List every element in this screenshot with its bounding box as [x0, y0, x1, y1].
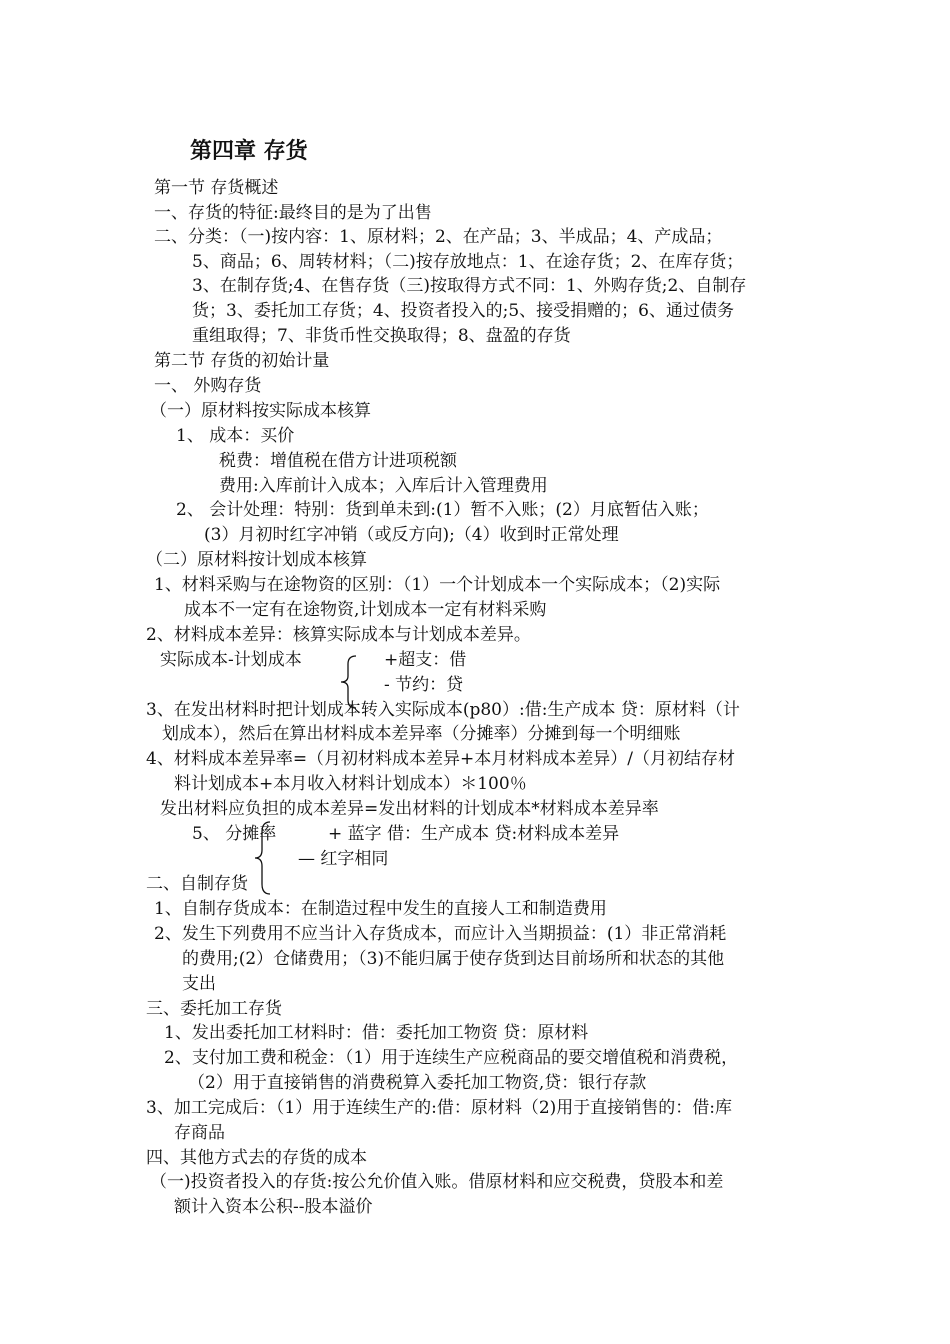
text-line: +超支：借: [384, 650, 467, 670]
text-line: 发出材料应负担的成本差异=发出材料的计划成本*材料成本差异率: [160, 799, 659, 819]
text-line: 2、发生下列费用不应当计入存货成本，而应计入当期损益：(1）非正常消耗: [154, 924, 727, 944]
text-line: 3、在制存货;4、在售存货（三)按取得方式不同：1、外购存货;2、自制存: [192, 276, 747, 296]
text-line: 3、在发出材料时把计划成本转入实际成本(p80）:借:生产成本 贷：原材料（计: [146, 700, 740, 720]
text-line: 料计划成本+本月收入材料计划成本）＊100％: [174, 774, 527, 794]
text-line: 额计入资本公积--股本溢价: [174, 1197, 373, 1217]
text-line: 费用:入库前计入成本；入库后计入管理费用: [219, 476, 548, 496]
text-line: 1、材料采购与在途物资的区别：（1）一个计划成本一个实际成本；（2)实际: [154, 575, 721, 595]
text-line: 5、商品；6、周转材料；（二)按存放地点：1、在途存货；2、在库存货；: [192, 252, 744, 272]
text-line: - 节约：贷: [384, 675, 464, 695]
text-line: 5、 分摊率: [192, 824, 277, 844]
text-line: （二）原材料按计划成本核算: [146, 550, 367, 570]
text-line: 的费用;(2）仓储费用；（3)不能归属于使存货到达目前场所和状态的其他: [182, 949, 725, 969]
text-line: 2、材料成本差异：核算实际成本与计划成本差异。: [146, 625, 531, 645]
text-line: 实际成本-计划成本: [160, 650, 302, 670]
text-line: 支出: [182, 974, 216, 994]
text-line: 1、 成本：买价: [176, 426, 295, 446]
section-heading: 四、其他方式去的存货的成本: [146, 1148, 367, 1168]
text-line: + 蓝字 借：生产成本 贷:材料成本差异: [328, 824, 620, 844]
text-line: 3、加工完成后：（1）用于连续生产的:借：原材料（2)用于直接销售的：借:库: [146, 1098, 733, 1118]
text-line: 存商品: [174, 1123, 225, 1143]
brace-icon: [252, 820, 276, 896]
text-line: 税费：增值税在借方计进项税额: [219, 451, 457, 471]
text-line: 成本不一定有在途物资,计划成本一定有材料采购: [184, 600, 547, 620]
text-line: 2、支付加工费和税金：（1）用于连续生产应税商品的要交增值税和消费税，: [164, 1048, 739, 1068]
text-line: — 红字相同: [298, 849, 389, 869]
text-line: 二、分类：（一)按内容：1、原材料；2、在产品；3、半成品；4、产成品；: [154, 227, 723, 247]
text-line: （一）原材料按实际成本核算: [150, 401, 371, 421]
text-line: 划成本），然后在算出材料成本差异率（分摊率）分摊到每一个明细账: [162, 724, 681, 744]
section-heading: 三、委托加工存货: [146, 999, 282, 1019]
text-line: 货；3、委托加工存货；4、投资者投入的;5、接受捐赠的；6、通过债务: [192, 301, 734, 321]
text-line: 一、 外购存货: [154, 376, 262, 396]
text-line: (3）月初时红字冲销（或反方向);（4）收到时正常处理: [204, 525, 619, 545]
text-line: 重组取得；7、非货币性交换取得；8、盘盈的存货: [192, 326, 571, 346]
section-heading: 第二节 存货的初始计量: [154, 351, 330, 371]
text-line: （一)投资者投入的存货:按公允价值入账。借原材料和应交税费，贷股本和差: [150, 1172, 724, 1192]
text-line: 1、发出委托加工材料时：借：委托加工物资 贷：原材料: [164, 1023, 589, 1043]
chapter-title: 第四章 存货: [190, 138, 308, 164]
text-line: 1、自制存货成本：在制造过程中发生的直接人工和制造费用: [154, 899, 607, 919]
text-line: 一、存货的特征:最终目的是为了出售: [154, 203, 432, 223]
section-heading: 二、自制存货: [146, 874, 248, 894]
section-heading: 第一节 存货概述: [154, 178, 279, 198]
text-line: （2）用于直接销售的消费税算入委托加工物资,贷：银行存款: [188, 1073, 647, 1093]
text-line: 4、材料成本差异率=（月初材料成本差异+本月材料成本差异）/（月初结存材: [146, 749, 736, 769]
text-line: 2、 会计处理：特别：货到单未到:(1）暂不入账；(2）月底暂估入账；: [176, 500, 709, 520]
